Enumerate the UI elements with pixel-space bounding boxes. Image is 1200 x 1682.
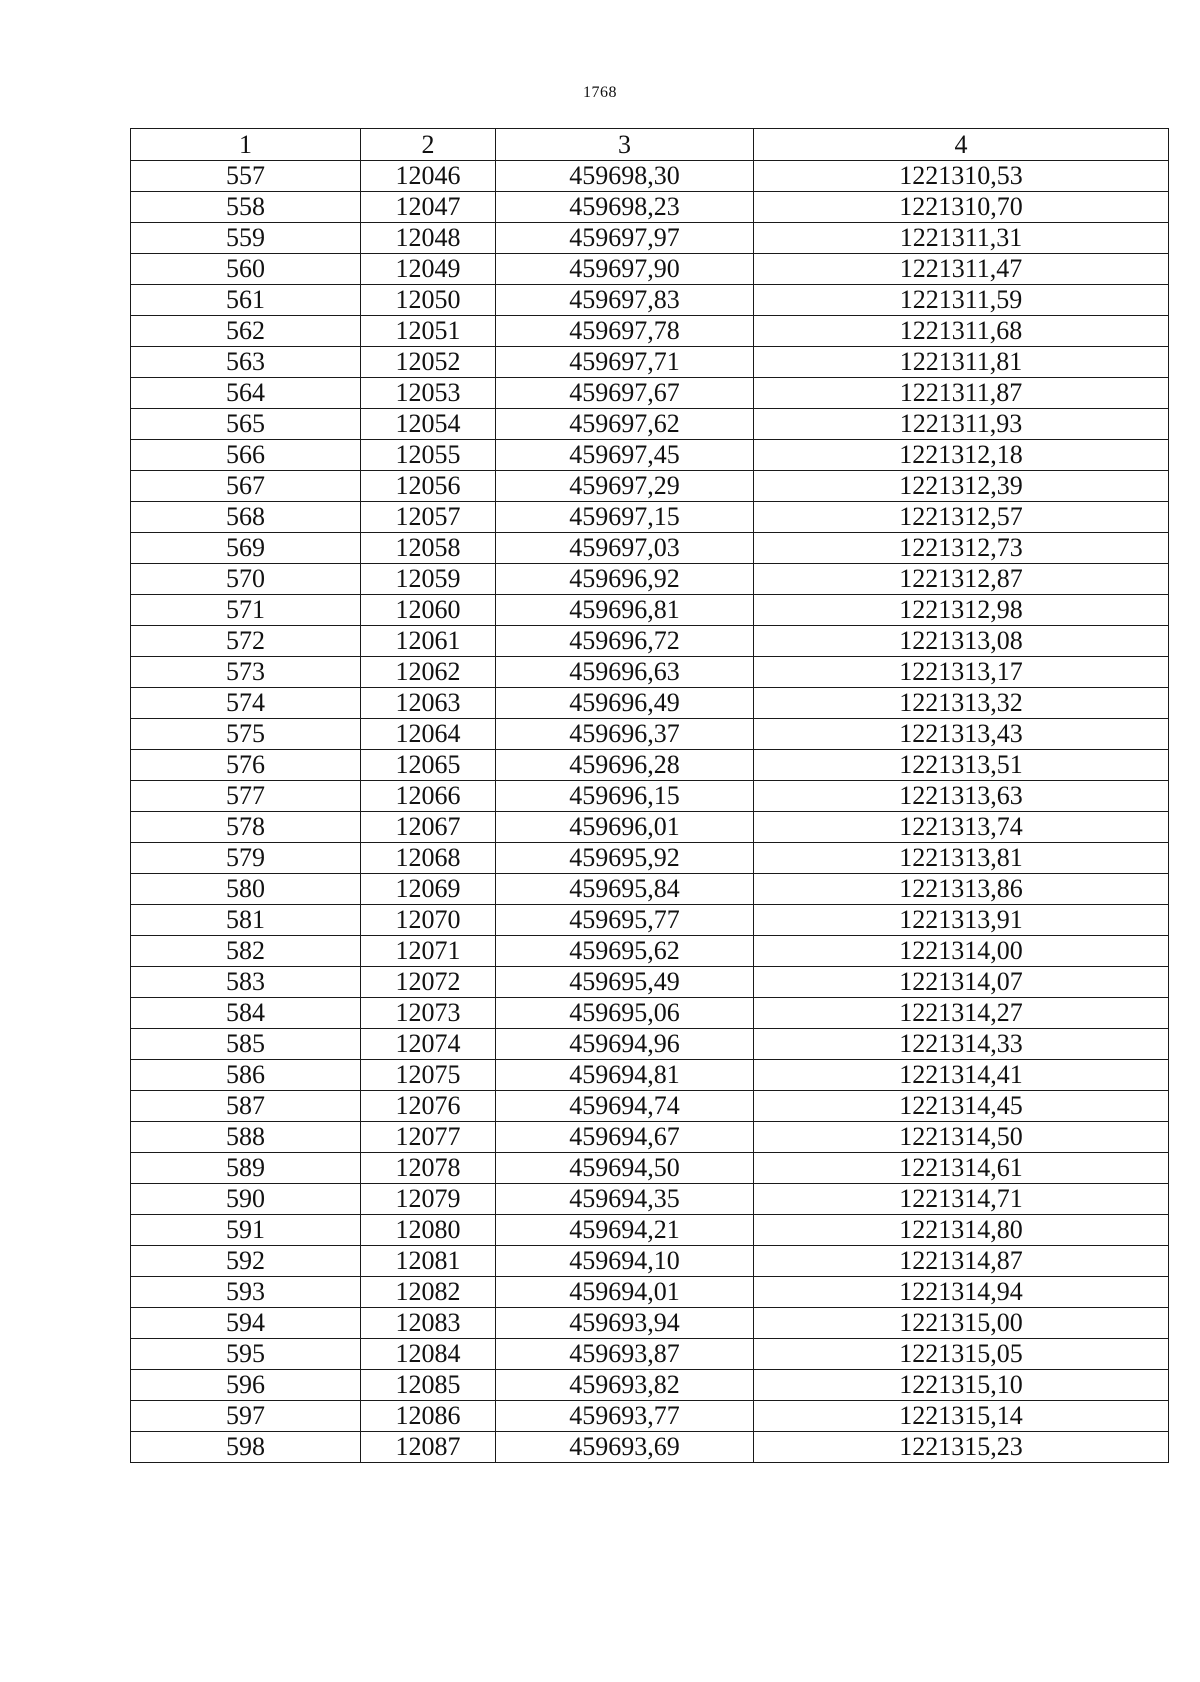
y-coordinate-cell: 1221312,39 (754, 471, 1169, 502)
point-id-cell: 12066 (361, 781, 496, 812)
point-number-cell: 593 (131, 1277, 361, 1308)
y-coordinate-cell: 1221311,87 (754, 378, 1169, 409)
y-coordinate-cell: 1221314,94 (754, 1277, 1169, 1308)
y-coordinate-cell: 1221315,14 (754, 1401, 1169, 1432)
x-coordinate-cell: 459694,74 (496, 1091, 754, 1122)
x-coordinate-cell: 459696,49 (496, 688, 754, 719)
y-coordinate-cell: 1221314,87 (754, 1246, 1169, 1277)
x-coordinate-cell: 459694,50 (496, 1153, 754, 1184)
x-coordinate-cell: 459695,49 (496, 967, 754, 998)
point-id-cell: 12065 (361, 750, 496, 781)
x-coordinate-cell: 459694,81 (496, 1060, 754, 1091)
y-coordinate-cell: 1221314,41 (754, 1060, 1169, 1091)
table-row (131, 750, 1169, 781)
x-coordinate-cell: 459693,87 (496, 1339, 754, 1370)
y-coordinate-cell: 1221311,47 (754, 254, 1169, 285)
x-coordinate-cell: 459697,97 (496, 223, 754, 254)
x-coordinate-cell: 459695,77 (496, 905, 754, 936)
point-id-cell: 12078 (361, 1153, 496, 1184)
point-id-cell: 12070 (361, 905, 496, 936)
point-id-cell: 12058 (361, 533, 496, 564)
y-coordinate-cell: 1221314,00 (754, 936, 1169, 967)
y-coordinate-cell: 1221313,32 (754, 688, 1169, 719)
y-coordinate-cell: 1221315,05 (754, 1339, 1169, 1370)
column-header-1: 1 (131, 129, 361, 161)
point-number-cell: 575 (131, 719, 361, 750)
table-row (131, 967, 1169, 998)
x-coordinate-cell: 459696,15 (496, 781, 754, 812)
x-coordinate-cell: 459697,78 (496, 316, 754, 347)
table-row (131, 347, 1169, 378)
table-row (131, 254, 1169, 285)
point-id-cell: 12083 (361, 1308, 496, 1339)
point-number-cell: 589 (131, 1153, 361, 1184)
table-row (131, 781, 1169, 812)
point-id-cell: 12084 (361, 1339, 496, 1370)
coordinates-table (130, 128, 1169, 1463)
table-row (131, 626, 1169, 657)
table-row (131, 502, 1169, 533)
x-coordinate-cell: 459693,77 (496, 1401, 754, 1432)
point-number-cell: 588 (131, 1122, 361, 1153)
table-row (131, 1432, 1169, 1463)
table-row (131, 936, 1169, 967)
table-row (131, 688, 1169, 719)
table-row (131, 440, 1169, 471)
y-coordinate-cell: 1221313,81 (754, 843, 1169, 874)
x-coordinate-cell: 459695,84 (496, 874, 754, 905)
x-coordinate-cell: 459697,71 (496, 347, 754, 378)
point-number-cell: 576 (131, 750, 361, 781)
x-coordinate-cell: 459697,29 (496, 471, 754, 502)
point-number-cell: 583 (131, 967, 361, 998)
x-coordinate-cell: 459696,92 (496, 564, 754, 595)
point-id-cell: 12055 (361, 440, 496, 471)
point-number-cell: 582 (131, 936, 361, 967)
x-coordinate-cell: 459697,15 (496, 502, 754, 533)
y-coordinate-cell: 1221315,00 (754, 1308, 1169, 1339)
y-coordinate-cell: 1221312,87 (754, 564, 1169, 595)
point-id-cell: 12046 (361, 161, 496, 192)
x-coordinate-cell: 459695,06 (496, 998, 754, 1029)
table-row (131, 1184, 1169, 1215)
page-number: 1768 (583, 84, 617, 101)
y-coordinate-cell: 1221313,43 (754, 719, 1169, 750)
table-row (131, 1277, 1169, 1308)
y-coordinate-cell: 1221312,18 (754, 440, 1169, 471)
point-number-cell: 561 (131, 285, 361, 316)
point-id-cell: 12077 (361, 1122, 496, 1153)
point-number-cell: 568 (131, 502, 361, 533)
point-number-cell: 578 (131, 812, 361, 843)
table-row (131, 1401, 1169, 1432)
y-coordinate-cell: 1221314,27 (754, 998, 1169, 1029)
x-coordinate-cell: 459696,01 (496, 812, 754, 843)
table-row (131, 161, 1169, 192)
table-row (131, 1091, 1169, 1122)
table-row (131, 657, 1169, 688)
x-coordinate-cell: 459696,37 (496, 719, 754, 750)
y-coordinate-cell: 1221311,81 (754, 347, 1169, 378)
table-row (131, 1308, 1169, 1339)
point-number-cell: 585 (131, 1029, 361, 1060)
table-row (131, 595, 1169, 626)
table-row (131, 843, 1169, 874)
table-row (131, 1370, 1169, 1401)
x-coordinate-cell: 459697,67 (496, 378, 754, 409)
point-id-cell: 12081 (361, 1246, 496, 1277)
x-coordinate-cell: 459694,67 (496, 1122, 754, 1153)
table-row (131, 1153, 1169, 1184)
y-coordinate-cell: 1221313,74 (754, 812, 1169, 843)
table-row (131, 1246, 1169, 1277)
point-id-cell: 12061 (361, 626, 496, 657)
table-row (131, 316, 1169, 347)
point-number-cell: 580 (131, 874, 361, 905)
point-number-cell: 574 (131, 688, 361, 719)
table-row (131, 1029, 1169, 1060)
x-coordinate-cell: 459696,28 (496, 750, 754, 781)
y-coordinate-cell: 1221315,23 (754, 1432, 1169, 1463)
y-coordinate-cell: 1221314,50 (754, 1122, 1169, 1153)
y-coordinate-cell: 1221311,93 (754, 409, 1169, 440)
point-id-cell: 12085 (361, 1370, 496, 1401)
point-id-cell: 12059 (361, 564, 496, 595)
point-id-cell: 12067 (361, 812, 496, 843)
x-coordinate-cell: 459694,96 (496, 1029, 754, 1060)
point-number-cell: 571 (131, 595, 361, 626)
x-coordinate-cell: 459696,63 (496, 657, 754, 688)
point-number-cell: 558 (131, 192, 361, 223)
table-row (131, 223, 1169, 254)
x-coordinate-cell: 459698,23 (496, 192, 754, 223)
table-row (131, 719, 1169, 750)
point-id-cell: 12086 (361, 1401, 496, 1432)
x-coordinate-cell: 459696,81 (496, 595, 754, 626)
x-coordinate-cell: 459693,69 (496, 1432, 754, 1463)
y-coordinate-cell: 1221310,53 (754, 161, 1169, 192)
point-id-cell: 12082 (361, 1277, 496, 1308)
table-row (131, 1122, 1169, 1153)
y-coordinate-cell: 1221314,45 (754, 1091, 1169, 1122)
y-coordinate-cell: 1221313,08 (754, 626, 1169, 657)
point-id-cell: 12075 (361, 1060, 496, 1091)
point-number-cell: 587 (131, 1091, 361, 1122)
point-id-cell: 12079 (361, 1184, 496, 1215)
point-number-cell: 594 (131, 1308, 361, 1339)
y-coordinate-cell: 1221313,86 (754, 874, 1169, 905)
point-number-cell: 567 (131, 471, 361, 502)
table-header (131, 129, 1169, 161)
point-id-cell: 12051 (361, 316, 496, 347)
x-coordinate-cell: 459698,30 (496, 161, 754, 192)
point-number-cell: 560 (131, 254, 361, 285)
point-id-cell: 12050 (361, 285, 496, 316)
y-coordinate-cell: 1221312,57 (754, 502, 1169, 533)
point-number-cell: 566 (131, 440, 361, 471)
table-row (131, 471, 1169, 502)
column-header-4: 4 (754, 129, 1169, 161)
y-coordinate-cell: 1221314,33 (754, 1029, 1169, 1060)
header-row (131, 129, 1169, 161)
point-number-cell: 597 (131, 1401, 361, 1432)
point-number-cell: 564 (131, 378, 361, 409)
x-coordinate-cell: 459694,10 (496, 1246, 754, 1277)
x-coordinate-cell: 459693,94 (496, 1308, 754, 1339)
point-id-cell: 12053 (361, 378, 496, 409)
point-number-cell: 592 (131, 1246, 361, 1277)
point-number-cell: 584 (131, 998, 361, 1029)
point-id-cell: 12047 (361, 192, 496, 223)
point-number-cell: 557 (131, 161, 361, 192)
y-coordinate-cell: 1221311,31 (754, 223, 1169, 254)
table-row (131, 409, 1169, 440)
point-id-cell: 12072 (361, 967, 496, 998)
point-id-cell: 12054 (361, 409, 496, 440)
point-id-cell: 12087 (361, 1432, 496, 1463)
point-number-cell: 590 (131, 1184, 361, 1215)
x-coordinate-cell: 459697,03 (496, 533, 754, 564)
y-coordinate-cell: 1221311,68 (754, 316, 1169, 347)
point-number-cell: 581 (131, 905, 361, 936)
point-id-cell: 12076 (361, 1091, 496, 1122)
point-number-cell: 565 (131, 409, 361, 440)
point-id-cell: 12074 (361, 1029, 496, 1060)
x-coordinate-cell: 459695,92 (496, 843, 754, 874)
point-number-cell: 572 (131, 626, 361, 657)
point-number-cell: 591 (131, 1215, 361, 1246)
table-row (131, 874, 1169, 905)
table-row (131, 378, 1169, 409)
x-coordinate-cell: 459697,62 (496, 409, 754, 440)
point-id-cell: 12073 (361, 998, 496, 1029)
y-coordinate-cell: 1221313,17 (754, 657, 1169, 688)
table-row (131, 1215, 1169, 1246)
y-coordinate-cell: 1221313,63 (754, 781, 1169, 812)
x-coordinate-cell: 459697,90 (496, 254, 754, 285)
x-coordinate-cell: 459694,01 (496, 1277, 754, 1308)
x-coordinate-cell: 459694,35 (496, 1184, 754, 1215)
point-id-cell: 12057 (361, 502, 496, 533)
point-number-cell: 579 (131, 843, 361, 874)
y-coordinate-cell: 1221310,70 (754, 192, 1169, 223)
x-coordinate-cell: 459697,45 (496, 440, 754, 471)
table-row (131, 1339, 1169, 1370)
point-number-cell: 569 (131, 533, 361, 564)
point-number-cell: 596 (131, 1370, 361, 1401)
table-row (131, 192, 1169, 223)
table-row (131, 564, 1169, 595)
y-coordinate-cell: 1221312,98 (754, 595, 1169, 626)
point-number-cell: 570 (131, 564, 361, 595)
x-coordinate-cell: 459697,83 (496, 285, 754, 316)
x-coordinate-cell: 459694,21 (496, 1215, 754, 1246)
y-coordinate-cell: 1221314,07 (754, 967, 1169, 998)
point-id-cell: 12080 (361, 1215, 496, 1246)
y-coordinate-cell: 1221314,71 (754, 1184, 1169, 1215)
point-id-cell: 12060 (361, 595, 496, 626)
point-id-cell: 12068 (361, 843, 496, 874)
x-coordinate-cell: 459693,82 (496, 1370, 754, 1401)
column-header-2: 2 (361, 129, 496, 161)
y-coordinate-cell: 1221313,51 (754, 750, 1169, 781)
point-id-cell: 12063 (361, 688, 496, 719)
point-id-cell: 12069 (361, 874, 496, 905)
y-coordinate-cell: 1221315,10 (754, 1370, 1169, 1401)
point-id-cell: 12062 (361, 657, 496, 688)
y-coordinate-cell: 1221313,91 (754, 905, 1169, 936)
table-row (131, 998, 1169, 1029)
x-coordinate-cell: 459695,62 (496, 936, 754, 967)
point-number-cell: 586 (131, 1060, 361, 1091)
point-id-cell: 12056 (361, 471, 496, 502)
point-number-cell: 598 (131, 1432, 361, 1463)
point-number-cell: 563 (131, 347, 361, 378)
point-id-cell: 12048 (361, 223, 496, 254)
y-coordinate-cell: 1221314,80 (754, 1215, 1169, 1246)
x-coordinate-cell: 459696,72 (496, 626, 754, 657)
point-number-cell: 595 (131, 1339, 361, 1370)
point-id-cell: 12071 (361, 936, 496, 967)
point-id-cell: 12049 (361, 254, 496, 285)
table-row (131, 1060, 1169, 1091)
table-row (131, 285, 1169, 316)
table-body (131, 161, 1169, 1463)
point-number-cell: 559 (131, 223, 361, 254)
column-header-3: 3 (496, 129, 754, 161)
point-number-cell: 562 (131, 316, 361, 347)
point-number-cell: 577 (131, 781, 361, 812)
y-coordinate-cell: 1221314,61 (754, 1153, 1169, 1184)
point-number-cell: 573 (131, 657, 361, 688)
point-id-cell: 12064 (361, 719, 496, 750)
table-row (131, 905, 1169, 936)
table-row (131, 812, 1169, 843)
y-coordinate-cell: 1221311,59 (754, 285, 1169, 316)
point-id-cell: 12052 (361, 347, 496, 378)
y-coordinate-cell: 1221312,73 (754, 533, 1169, 564)
table-row (131, 533, 1169, 564)
